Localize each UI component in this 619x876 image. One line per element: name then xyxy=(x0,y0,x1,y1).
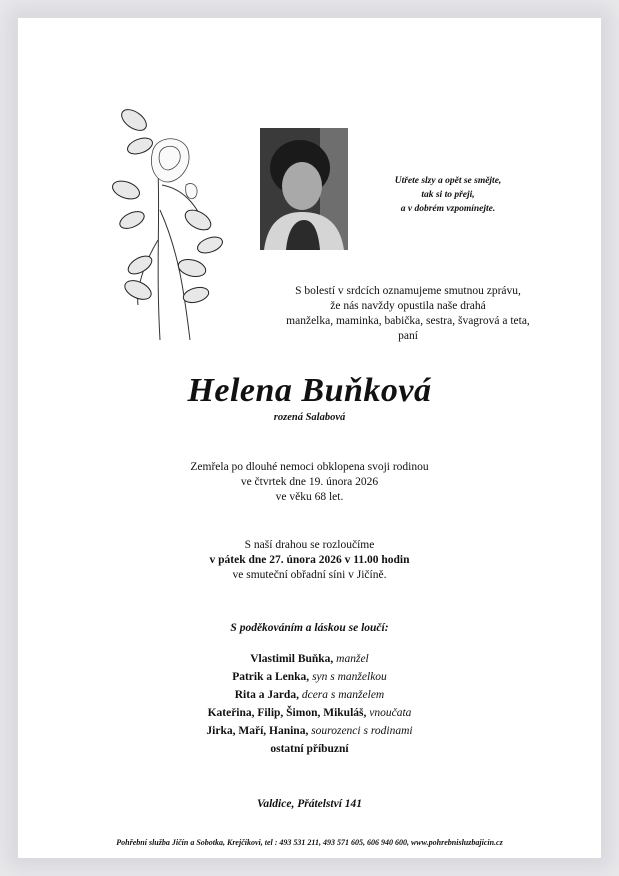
death-notice-line: Zemřela po dlouhé nemoci obklopena svoji rodinou xyxy=(190,461,429,473)
list-item xyxy=(18,686,601,704)
list-item xyxy=(18,722,601,740)
mourner-name: Rita a Jarda, xyxy=(234,689,299,701)
motto-line: tak si to přeji, xyxy=(421,190,475,200)
list-item xyxy=(18,704,601,722)
announcement-line: paní xyxy=(398,330,418,342)
mourner-name: Patrik a Lenka, xyxy=(232,671,310,683)
announcement-line: S bolestí v srdcích oznamujeme smutnou zprávu, xyxy=(295,285,521,297)
mourner-relation: vnoučata xyxy=(369,707,412,719)
list-item xyxy=(18,740,601,758)
rose-illustration xyxy=(98,90,238,352)
mourner-name: ostatní příbuzní xyxy=(270,743,349,755)
ceremony-intro: S naší drahou se rozloučíme xyxy=(244,539,375,551)
motto-line: a v dobrém vzpomínejte. xyxy=(400,204,496,214)
death-notice-line: ve věku 68 let. xyxy=(275,491,344,503)
mourner-relation: syn s manželkou xyxy=(312,671,387,683)
mourner-name: Vlastimil Buňka, xyxy=(250,653,334,665)
portrait-photo xyxy=(260,128,348,250)
obituary-sheet xyxy=(18,18,601,858)
announcement-line: manželka, maminka, babička, sestra, švagrová a teta, xyxy=(286,315,530,327)
maiden-name: rozená Salabová xyxy=(273,412,346,423)
death-notice-line: ve čtvrtek dne 19. února 2026 xyxy=(240,476,379,488)
list-item xyxy=(18,650,601,668)
motto xyxy=(363,174,533,216)
mourner-relation: dcera s manželem xyxy=(301,689,385,701)
list-item xyxy=(18,668,601,686)
ceremony-place: ve smuteční obřadní síni v Jičíně. xyxy=(232,569,387,581)
address: Valdice, Přátelství 141 xyxy=(256,798,363,810)
death-notice xyxy=(18,460,601,505)
mourners-list xyxy=(18,650,601,758)
deceased-name: Helena Buňková xyxy=(187,372,432,409)
announcement xyxy=(258,284,558,344)
mourner-name: Kateřina, Filip, Šimon, Mikuláš, xyxy=(207,707,367,719)
announcement-line: že nás navždy opustila naše drahá xyxy=(330,300,486,312)
ceremony-info xyxy=(18,538,601,583)
mourner-relation: sourozenci s rodinami xyxy=(311,725,413,737)
mourner-name: Jirka, Maří, Hanina, xyxy=(206,725,309,737)
mourner-relation: manžel xyxy=(336,653,369,665)
thanks-heading: S poděkováním a láskou se loučí: xyxy=(230,622,389,634)
funeral-service-footer: Pohřební služba Jičín a Sobotka, Krejčíkovi, tel : 493 531 211, 493 571 605, 606 940 600, www.pohrebnisluzbajicin.cz xyxy=(116,838,503,847)
motto-line: Utřete slzy a opět se smějte, xyxy=(394,176,502,186)
ceremony-datetime: v pátek dne 27. února 2026 v 11.00 hodin xyxy=(209,554,410,566)
